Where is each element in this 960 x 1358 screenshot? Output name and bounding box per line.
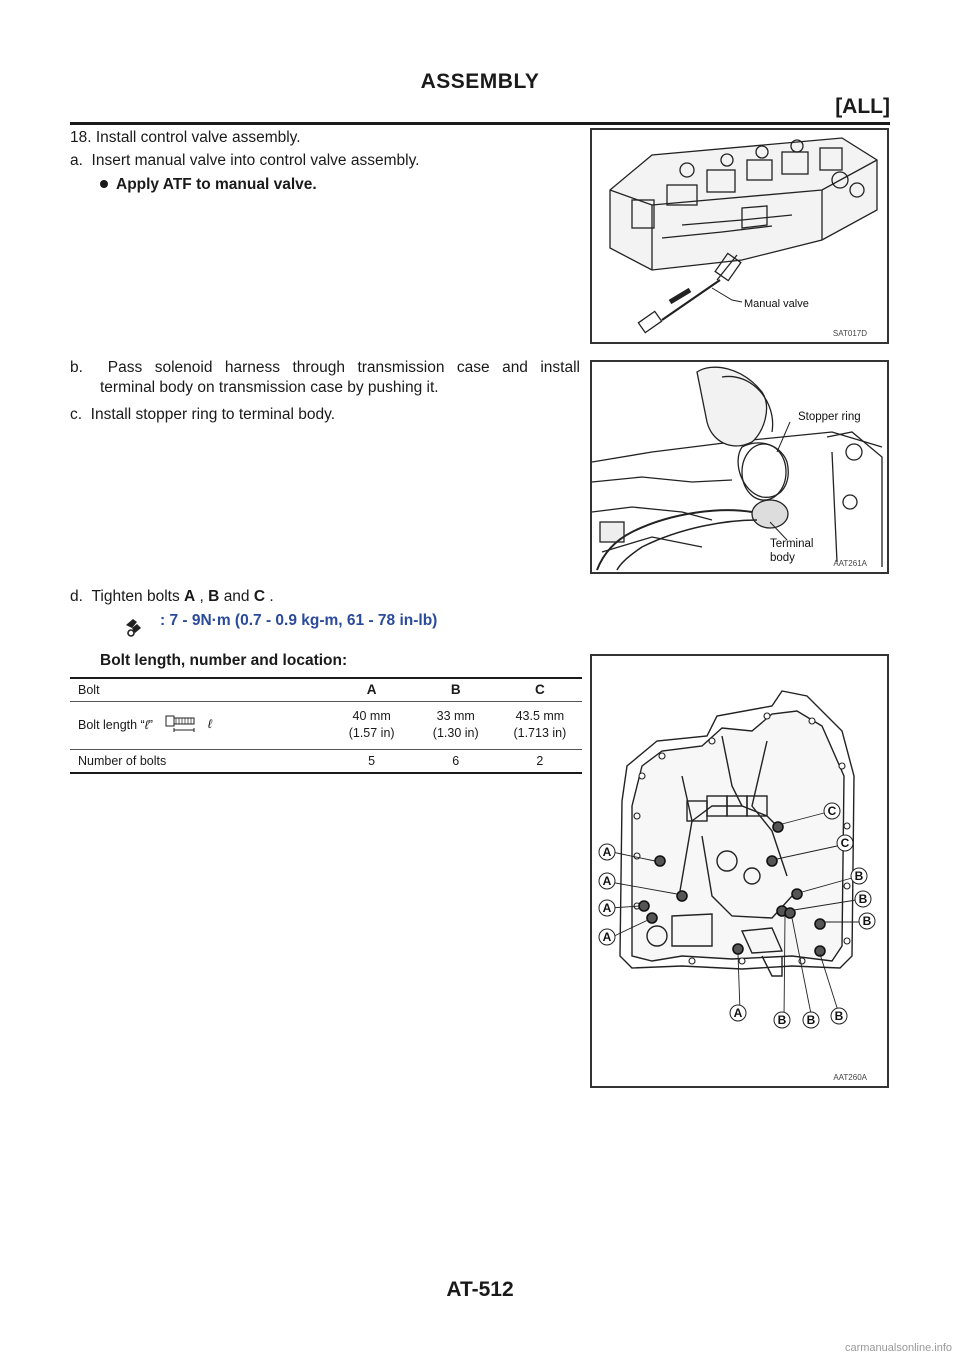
terminal-body-illustration <box>592 362 887 572</box>
header-c: C <box>535 682 545 698</box>
callout-b-5 <box>803 1012 819 1028</box>
figure-code: AAT260A <box>833 1073 867 1082</box>
watermark: carmanualsonline.info <box>844 1342 952 1354</box>
row-length-label <box>70 701 330 749</box>
bolt-table-heading: Bolt length, number and location: <box>100 652 348 669</box>
figure-code: AAT261A <box>833 559 867 568</box>
step-d <box>70 587 274 607</box>
number-a: 5 <box>368 753 376 768</box>
figure-terminal-body <box>590 360 889 574</box>
bolt-c-label: C <box>253 588 266 605</box>
step-18: 18. Install control valve assembly. <box>70 129 301 146</box>
row-number-label: Number of bolts <box>78 753 167 768</box>
callout-a-4 <box>599 929 615 945</box>
svg-text:B: B <box>862 914 872 928</box>
header-a: A <box>366 682 377 698</box>
length-label-end: ” <box>148 717 153 732</box>
bolt-location-diagram <box>592 656 887 1086</box>
callout-a-2 <box>599 873 615 889</box>
svg-text:A: A <box>602 845 612 859</box>
length-a-in: (1.57 in) <box>348 726 395 740</box>
header-bolt: Bolt <box>78 682 100 697</box>
callout-c-2 <box>837 835 853 851</box>
torque-wrench-icon <box>122 615 144 642</box>
header-b: B <box>450 682 461 698</box>
step-a-bullet <box>100 175 317 195</box>
figure-manual-valve <box>590 128 889 344</box>
step-a: a. Insert manual valve into control valve assembly. <box>70 152 420 169</box>
callout-b-3 <box>859 913 875 929</box>
svg-text:B: B <box>834 1009 844 1023</box>
table-row-length <box>70 701 582 749</box>
step-b-line1: b. Pass solenoid harness through transmission case and install <box>70 359 580 376</box>
number-b: 6 <box>452 753 460 768</box>
length-a <box>330 701 414 749</box>
page-number: AT-512 <box>446 1278 514 1301</box>
step-c: c. Install stopper ring to terminal body. <box>70 406 336 423</box>
length-label-text: Bolt length “ <box>78 717 145 732</box>
step-b-line2: terminal body on transmission case by pushing it. <box>100 379 439 396</box>
and-text: and <box>223 588 250 605</box>
svg-text:A: A <box>602 901 612 915</box>
callout-a-3 <box>599 900 615 916</box>
step-b <box>70 358 580 398</box>
bolt-table <box>70 677 582 774</box>
length-c-mm: 43.5 mm <box>515 709 565 723</box>
table-header-row <box>70 678 582 701</box>
length-b-in: (1.30 in) <box>432 726 479 740</box>
bullet-icon <box>100 180 108 188</box>
figure-code: SAT017D <box>832 329 867 338</box>
length-c-in: (1.713 in) <box>513 726 567 740</box>
step-a-bullet-text: Apply ATF to manual valve. <box>116 176 317 193</box>
svg-text:A: A <box>602 930 612 944</box>
svg-text:C: C <box>827 804 837 818</box>
length-a-mm: 40 mm <box>352 709 391 723</box>
bolt-length-icon <box>164 714 202 737</box>
svg-text:B: B <box>854 869 864 883</box>
length-c <box>498 701 582 749</box>
length-b <box>414 701 498 749</box>
comma: , <box>199 588 204 605</box>
period: . <box>269 588 274 605</box>
section-tag: [ALL] <box>835 95 890 118</box>
callout-a-5 <box>730 1005 746 1021</box>
bolt-table-grid <box>70 677 582 774</box>
length-symbol: ℓ <box>144 717 149 732</box>
svg-text:B: B <box>858 892 868 906</box>
manual-valve-illustration <box>592 130 887 342</box>
svg-text:A: A <box>602 874 612 888</box>
step-d-text: d. Tighten bolts <box>70 588 180 605</box>
label-terminal-body: body <box>770 552 795 564</box>
callout-c-1 <box>824 803 840 819</box>
label-manual-valve: Manual valve <box>744 298 809 310</box>
callout-b-1 <box>851 868 867 884</box>
svg-text:B: B <box>806 1013 816 1027</box>
callout-a-1 <box>599 844 615 860</box>
callout-b-2 <box>855 891 871 907</box>
bolt-a-label: A <box>184 588 196 605</box>
label-terminal: Terminal <box>770 538 814 550</box>
label-stopper-ring: Stopper ring <box>798 411 861 423</box>
callout-b-4 <box>774 1012 790 1028</box>
svg-text:C: C <box>840 836 850 850</box>
page-title: ASSEMBLY <box>420 70 540 93</box>
callout-b-6 <box>831 1008 847 1024</box>
length-b-mm: 33 mm <box>436 709 475 723</box>
table-row-number <box>70 749 582 773</box>
svg-text:A: A <box>733 1006 743 1020</box>
torque-spec: : 7 - 9N·m (0.7 - 0.9 kg-m, 61 - 78 in-lb) <box>160 612 438 629</box>
figure-bolt-locations <box>590 654 889 1088</box>
length-symbol-icon: ℓ <box>207 717 212 732</box>
header-rule <box>70 122 890 125</box>
number-c: 2 <box>536 753 544 768</box>
bolt-b-label: B <box>208 588 220 605</box>
svg-text:B: B <box>777 1013 787 1027</box>
